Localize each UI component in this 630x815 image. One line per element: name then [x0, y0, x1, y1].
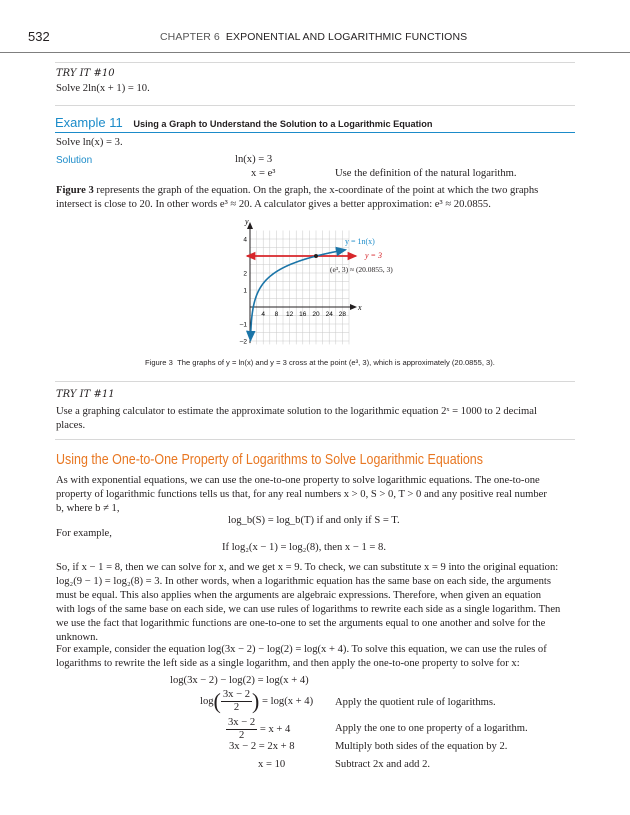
- fraction-numerator: 3x − 2: [228, 717, 256, 728]
- x-tick-label: 4: [261, 311, 266, 318]
- equation-rhs: = log(x + 4): [262, 695, 314, 707]
- y-tick-label: –2: [239, 338, 247, 346]
- x-tick-label: 12: [285, 311, 294, 318]
- divider: [55, 381, 575, 382]
- solution-step-2-note: Use the definition of the natural logarithm.: [335, 168, 517, 179]
- page-number: 532: [28, 29, 50, 44]
- x-tick-label: 16: [299, 311, 307, 318]
- divider: [55, 439, 575, 440]
- fraction: [221, 689, 252, 714]
- y-axis-label: y: [245, 217, 249, 226]
- solution-step-1: ln(x) = 3: [235, 154, 273, 165]
- y-tick-label: 1: [243, 287, 247, 295]
- intersection-point: [314, 254, 318, 258]
- try-it-label: TRY IT #10: [56, 68, 115, 79]
- paragraph-line: with logs of the same base on each side, we can use rules of logarithms to rewrite each side as a single logarithm. Then: [56, 604, 561, 615]
- example-header: [55, 115, 575, 133]
- try-it-text: Solve 2ln(x + 1) = 10.: [56, 83, 150, 94]
- paragraph-line: So, if x − 1 = 8, then we can solve for x, and we get x = 9. To check, we can substitute x = 9 into the original equation:: [56, 562, 559, 573]
- example-problem: Solve ln(x) = 3.: [56, 137, 123, 148]
- ln-curve: [250, 250, 345, 341]
- paragraph-line: As with exponential equations, we can use the one-to-one property to solve logarithmic equations. The one-to-one: [56, 475, 540, 486]
- solution-step-2: x = e³: [251, 168, 276, 179]
- step-5-note: Subtract 2x and add 2.: [335, 759, 431, 770]
- x-tick-label: 24: [325, 311, 333, 318]
- figure-caption: [145, 358, 495, 367]
- y-tick-labels: [240, 237, 248, 346]
- paragraph-line: must be equal. This also applies when the arguments are algebraic expressions. Therefore, when given an equation: [56, 590, 542, 601]
- caption-text: The graphs of y = ln(x) and y = 3 cross at the point (e³, 3), which is approximately (20.0855, 3).: [177, 358, 495, 367]
- chapter-number: CHAPTER 6: [160, 31, 220, 43]
- x-tick-label: 8: [274, 311, 279, 318]
- left-paren: (: [213, 688, 221, 714]
- section-paragraph-3: [56, 643, 561, 671]
- try-it-label: TRY IT #11: [56, 389, 115, 400]
- equation-step-3: [226, 717, 290, 742]
- paragraph-line: unknown.: [56, 632, 99, 643]
- chapter-title: EXPONENTIAL AND LOGARITHMIC FUNCTIONS: [225, 31, 468, 43]
- figure-paragraph-line-2: intersect is close to 20. In other words e³ ≈ 20. A calculator gives a better approximation: e³ ≈ 20.0855.: [56, 199, 491, 210]
- caption-ref: Figure 3: [145, 358, 173, 367]
- paragraph-line: b, where b ≠ 1,: [56, 503, 120, 514]
- step-4-note: Multiply both sides of the equation by 2.: [335, 741, 508, 752]
- x-tick-labels: [261, 311, 346, 318]
- equation-rhs: = x + 4: [259, 723, 291, 735]
- for-example-text: For example,: [56, 528, 112, 539]
- fraction-denominator: 2: [233, 702, 240, 713]
- y-tick-label: –1: [239, 321, 247, 329]
- equation-step-4: 3x − 2 = 2x + 8: [229, 741, 295, 752]
- fraction-numerator: 3x − 2: [222, 689, 251, 700]
- running-header: [160, 31, 467, 43]
- paragraph-line: we use the fact that logarithmic functions are one-to-one to set the arguments equal to one another and solve for the: [56, 618, 546, 629]
- section-title: Using the One-to-One Property of Logarithms to Solve Logarithmic Equations: [56, 452, 483, 468]
- figure-paragraph: [56, 184, 561, 212]
- example-label: Example 11: [55, 115, 123, 130]
- header-rule: [0, 52, 630, 53]
- log-graph: [225, 215, 395, 350]
- step-2-note: Apply the quotient rule of logarithms.: [335, 697, 496, 708]
- y-tick-label: 4: [243, 236, 247, 244]
- right-paren: ): [252, 688, 260, 714]
- paragraph-line: logarithms to rewrite the left side as a single logarithm, and then apply the one-to-one property to solve for x:: [56, 658, 520, 669]
- x-axis-label: x: [358, 303, 362, 312]
- paragraph-line: log₂(9 − 1) = log₂(8) = 3. In other words, when a logarithmic equation has the same base on each side, the arguments: [56, 576, 551, 587]
- equation-step-1: log(3x − 2) − log(2) = log(x + 4): [170, 675, 309, 686]
- x-tick-label: 28: [338, 311, 347, 318]
- try-it-text: [56, 405, 561, 433]
- log-text: log: [200, 695, 214, 707]
- divider: [55, 105, 575, 106]
- figure-ref: Figure 3: [56, 185, 94, 196]
- paragraph-line: For example, consider the equation log(3x − 2) − log(2) = log(x + 4). To solve this equation, we can use the rules of: [56, 644, 547, 655]
- x-tick-label: 20: [312, 311, 320, 318]
- point-label: (e³, 3) ≈ (20.0855, 3): [330, 265, 393, 274]
- paragraph-line: property of logarithmic functions tells us that, for any real numbers x > 0, S > 0, T > 0 and any positive real number: [56, 489, 547, 500]
- graph-grid: [250, 231, 349, 345]
- divider: [55, 62, 575, 63]
- figure-paragraph-line-1: represents the graph of the equation. On the graph, the x-coordinate of the point at which the two graphs: [93, 185, 539, 196]
- try-it-text-line-2: places.: [56, 420, 86, 431]
- example-statement: If log₂(x − 1) = log₂(8), then x − 1 = 8.: [222, 542, 386, 553]
- line-label: y = 3: [365, 251, 382, 260]
- section-paragraph-2: [56, 561, 561, 645]
- fraction: [226, 717, 257, 742]
- curve-label: y = 1n(x): [345, 237, 375, 246]
- try-it-text-line-1: Use a graphing calculator to estimate the approximate solution to the logarithmic equation 2ˣ = 1000 to 2 decimal: [56, 406, 537, 417]
- equation-step-2: [200, 689, 313, 714]
- step-3-note: Apply the one to one property of a logarithm.: [335, 723, 528, 734]
- example-title: Using a Graph to Understand the Solution to a Logarithmic Equation: [133, 119, 433, 129]
- y-tick-label: 2: [243, 270, 247, 278]
- solution-label: Solution: [56, 155, 93, 166]
- fraction-denominator: 2: [238, 730, 245, 741]
- equation-step-5: x = 10: [258, 759, 286, 770]
- one-to-one-property: log_b(S) = log_b(T) if and only if S = T.: [228, 515, 400, 526]
- section-paragraph-1: [56, 474, 561, 516]
